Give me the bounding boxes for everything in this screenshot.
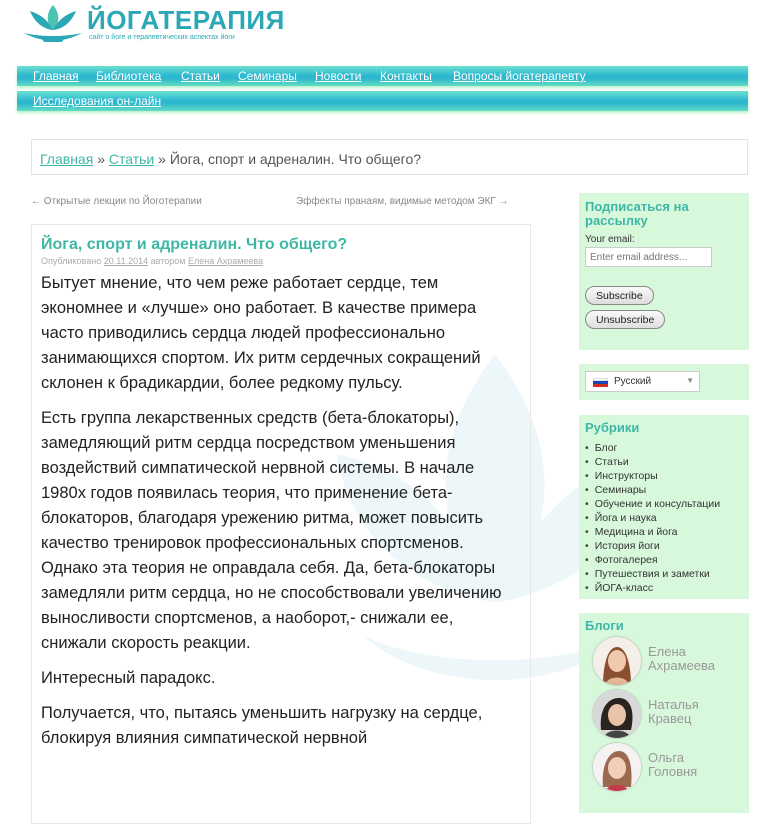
rubric-item[interactable]: • История йоги	[585, 539, 720, 553]
rubric-item[interactable]: • Инструкторы	[585, 469, 720, 483]
breadcrumb	[31, 139, 748, 175]
blog-author-name: Елена Ахрамеева	[648, 644, 716, 673]
rubric-item[interactable]: • ЙОГА-класс	[585, 581, 720, 595]
language-widget	[579, 364, 749, 400]
rubric-item[interactable]: • Путешествия и заметки	[585, 567, 720, 581]
language-select[interactable]	[585, 371, 700, 392]
language-selected: Русский	[614, 376, 652, 387]
meta-author-label: автором	[150, 256, 186, 266]
rubric-item[interactable]: • Фотогалерея	[585, 553, 720, 567]
avatar	[593, 637, 641, 685]
subscribe-widget	[579, 193, 749, 350]
email-input[interactable]	[585, 247, 712, 267]
author-photo-icon	[593, 690, 641, 738]
chevron-down-icon: ▼	[686, 376, 694, 385]
article-paragraph: Получается, что, пытаясь уменьшить нагрузку на сердце, блокируя влияния симпатической нервной	[41, 704, 483, 747]
rubrics-list	[585, 441, 720, 595]
avatar	[593, 690, 641, 738]
subscribe-button[interactable]: Subscribe	[585, 286, 654, 305]
next-post-link[interactable]: Эффекты пранаям, видимые методом ЭКГ →	[296, 196, 509, 207]
rubric-item[interactable]: • Медицина и йога	[585, 525, 720, 539]
author-photo-icon	[593, 743, 641, 791]
nav-item-questions[interactable]: Вопросы йогатерапевту	[453, 69, 586, 83]
email-label: Your email:	[585, 234, 635, 245]
avatar	[593, 743, 641, 791]
logo-title: ЙОГАТЕРАПИЯ	[87, 5, 285, 35]
blog-author-item[interactable]	[593, 637, 743, 687]
secondary-nav	[17, 91, 748, 111]
rubrics-widget	[579, 415, 749, 599]
article-title[interactable]: Йога, спорт и адреналин. Что общего?	[41, 236, 348, 253]
article-paragraph: Есть группа лекарственных средств (бета-блокаторы), замедляющий ритм сердца посредством уменьшения воздействий симпатической нервной системы. В начале 1980х годов появилась теория, что применение бета-блокаторов, благодаря урежению ритма, может повысить качество тренировок профессиональных спортсменов. Однако эта теория не оправдала себя. Да, бета-блокаторы замедляли ритм сердца, но не способствовали увеличению выносливости спортсменов, а наоборот,- снижали ее, снижали скорость реакции.	[41, 409, 502, 652]
breadcrumb-section-link[interactable]: Статьи	[108, 151, 155, 167]
nav-item-seminars[interactable]: Семинары	[238, 69, 297, 83]
rubric-item[interactable]: • Статьи	[585, 455, 720, 469]
meta-author-link[interactable]: Елена Ахрамеева	[187, 256, 264, 266]
article	[31, 224, 531, 824]
breadcrumb-home-link[interactable]: Главная	[40, 151, 94, 167]
blog-author-item[interactable]	[593, 690, 743, 740]
article-meta	[41, 256, 263, 266]
main-nav	[17, 66, 748, 86]
nav-item-news[interactable]: Новости	[315, 69, 362, 83]
meta-date-link[interactable]: 20.11.2014	[103, 256, 149, 266]
nav-item-library[interactable]: Библиотека	[96, 69, 162, 83]
meta-published-label: Опубликовано	[41, 256, 102, 266]
blog-author-name: Ольга Головня	[648, 750, 698, 779]
logo-subtitle: сайт о йоге и терапевтических аспектах йоги	[89, 34, 235, 41]
rubric-item[interactable]: • Обучение и консультации	[585, 497, 720, 511]
blog-author-item[interactable]	[593, 743, 743, 793]
rubric-item[interactable]: • Блог	[585, 441, 720, 455]
article-body	[41, 271, 516, 761]
breadcrumb-separator: »	[158, 151, 166, 167]
lotus-leaf-icon	[22, 3, 84, 43]
blog-author-name: Наталья Кравец	[648, 697, 699, 726]
article-paragraph: Бытует мнение, что чем реже работает сердце, тем экономнее и «лучше» оно работает. В качестве примера часто приводились сердца людей профессионально занимающихся спортом. Их ритм сердечных сокращений склонен к брадикардии, более редкому пульсу.	[41, 274, 481, 392]
blogs-title: Блоги	[585, 618, 624, 633]
subscribe-title: Подписаться на рассылку	[585, 199, 689, 228]
article-paragraph: Интересный парадокс.	[41, 669, 216, 687]
nav-item-articles[interactable]: Статьи	[181, 69, 220, 83]
unsubscribe-button[interactable]: Unsubscribe	[585, 310, 665, 329]
rubric-item[interactable]: • Йога и наука	[585, 511, 720, 525]
breadcrumb-current: Йога, спорт и адреналин. Что общего?	[169, 151, 422, 167]
nav-item-contacts[interactable]: Контакты	[380, 69, 432, 83]
rubrics-title: Рубрики	[585, 420, 640, 435]
nav-item-home[interactable]: Главная	[33, 69, 79, 83]
breadcrumb-separator: »	[97, 151, 105, 167]
rubric-item[interactable]: • Семинары	[585, 483, 720, 497]
author-photo-icon	[593, 637, 641, 685]
russia-flag-icon	[593, 378, 608, 387]
nav-item-research[interactable]: Исследования он-лайн	[33, 94, 162, 108]
blogs-widget	[579, 613, 749, 813]
site-logo[interactable]	[22, 3, 285, 43]
prev-post-link[interactable]: ← Открытые лекции по Йоготерапии	[31, 196, 202, 207]
